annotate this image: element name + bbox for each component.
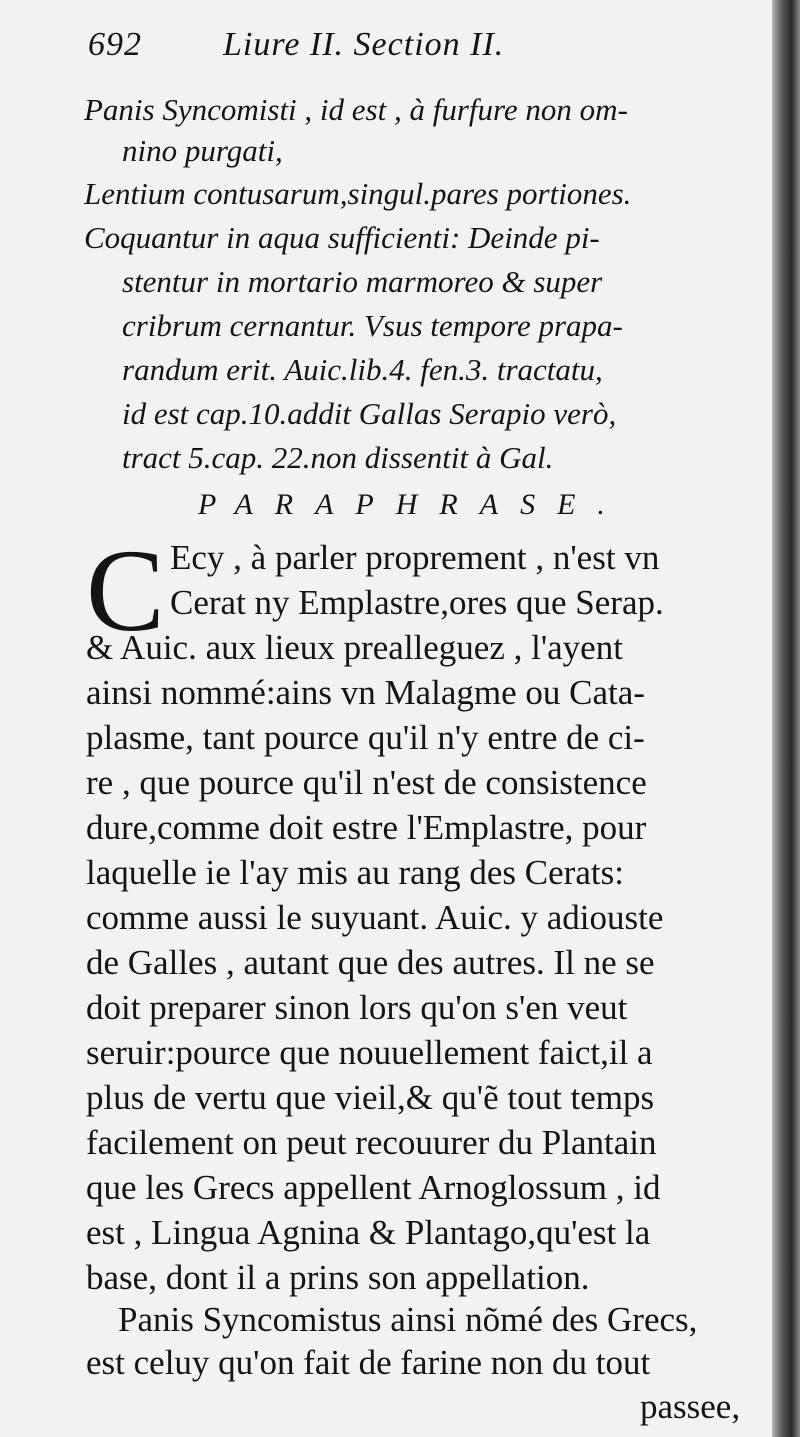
recipe-line: Coquantur in aqua sufficienti: Deinde pi- [84, 220, 600, 255]
recipe-line: id est cap.10.addit Gallas Serapio verò, [122, 396, 617, 431]
recipe-line: tract 5.cap. 22.non dissentit à Gal. [122, 440, 554, 475]
second-paragraph-line: Panis Syncomistus ainsi nõmé des Grecs, [118, 1300, 698, 1339]
paraphrase-line: est , Lingua Agnina & Plantago,qu'est la [86, 1213, 651, 1252]
paraphrase-line: seruir:pource que nouuellement faict,il a [86, 1033, 653, 1072]
paraphrase-line: de Galles , autant que des autres. Il ne se [86, 943, 655, 982]
recipe-line: Panis Syncomisti , id est , à furfure non om- [84, 92, 628, 127]
recipe-line: cribrum cernantur. Vsus tempore prapa- [122, 308, 623, 343]
book-gutter [772, 0, 800, 1437]
paraphrase-line: ainsi nommé:ains vn Malagme ou Cata- [86, 673, 645, 712]
paraphrase-line: Cerat ny Emplastre,ores que Serap. [170, 583, 664, 622]
paraphrase-line: base, dont il a prins son appellation. [86, 1258, 590, 1297]
recipe-line: stentur in mortario marmoreo & super [122, 264, 603, 299]
page-header [88, 28, 504, 62]
paraphrase-line: doit preparer sinon lors qu'on s'en veut [86, 988, 628, 1027]
paraphrase-line: dure,comme doit estre l'Emplastre, pour [86, 808, 647, 847]
recipe-line: randum erit. Auic.lib.4. fen.3. tractatu, [122, 352, 603, 387]
page-number: 692 [88, 26, 142, 63]
paraphrase-line: re , que pource qu'il n'est de consistence [86, 763, 647, 802]
paraphrase-line: & Auic. aux lieux prealleguez , l'ayent [86, 628, 623, 667]
paraphrase-line: facilement on peut recouurer du Plantain [86, 1123, 657, 1162]
recipe-line: Lentium contusarum,singul.pares portiones. [84, 176, 632, 211]
paraphrase-line: Ecy , à parler proprement , n'est vn [170, 538, 660, 577]
paraphrase-line: laquelle ie l'ay mis au rang des Cerats: [86, 853, 624, 892]
second-paragraph-line: est celuy qu'on fait de farine non du tout [86, 1343, 651, 1382]
paraphrase-line: plasme, tant pource qu'il n'y entre de ci- [86, 718, 645, 757]
second-paragraph-line: passee, [640, 1387, 741, 1426]
paraphrase-title: PARAPHRASE. [198, 488, 627, 521]
paraphrase-line: plus de vertu que vieil,& qu'ẽ tout temps [86, 1078, 655, 1117]
paraphrase-line: que les Grecs appellent Arnoglossum , id [86, 1168, 661, 1207]
paraphrase-line: comme aussi le suyuant. Auic. y adiouste [86, 898, 664, 937]
recipe-line: nino purgati, [122, 133, 283, 168]
running-title: Liure II. Section II. [223, 26, 505, 63]
drop-cap: C [86, 525, 165, 656]
